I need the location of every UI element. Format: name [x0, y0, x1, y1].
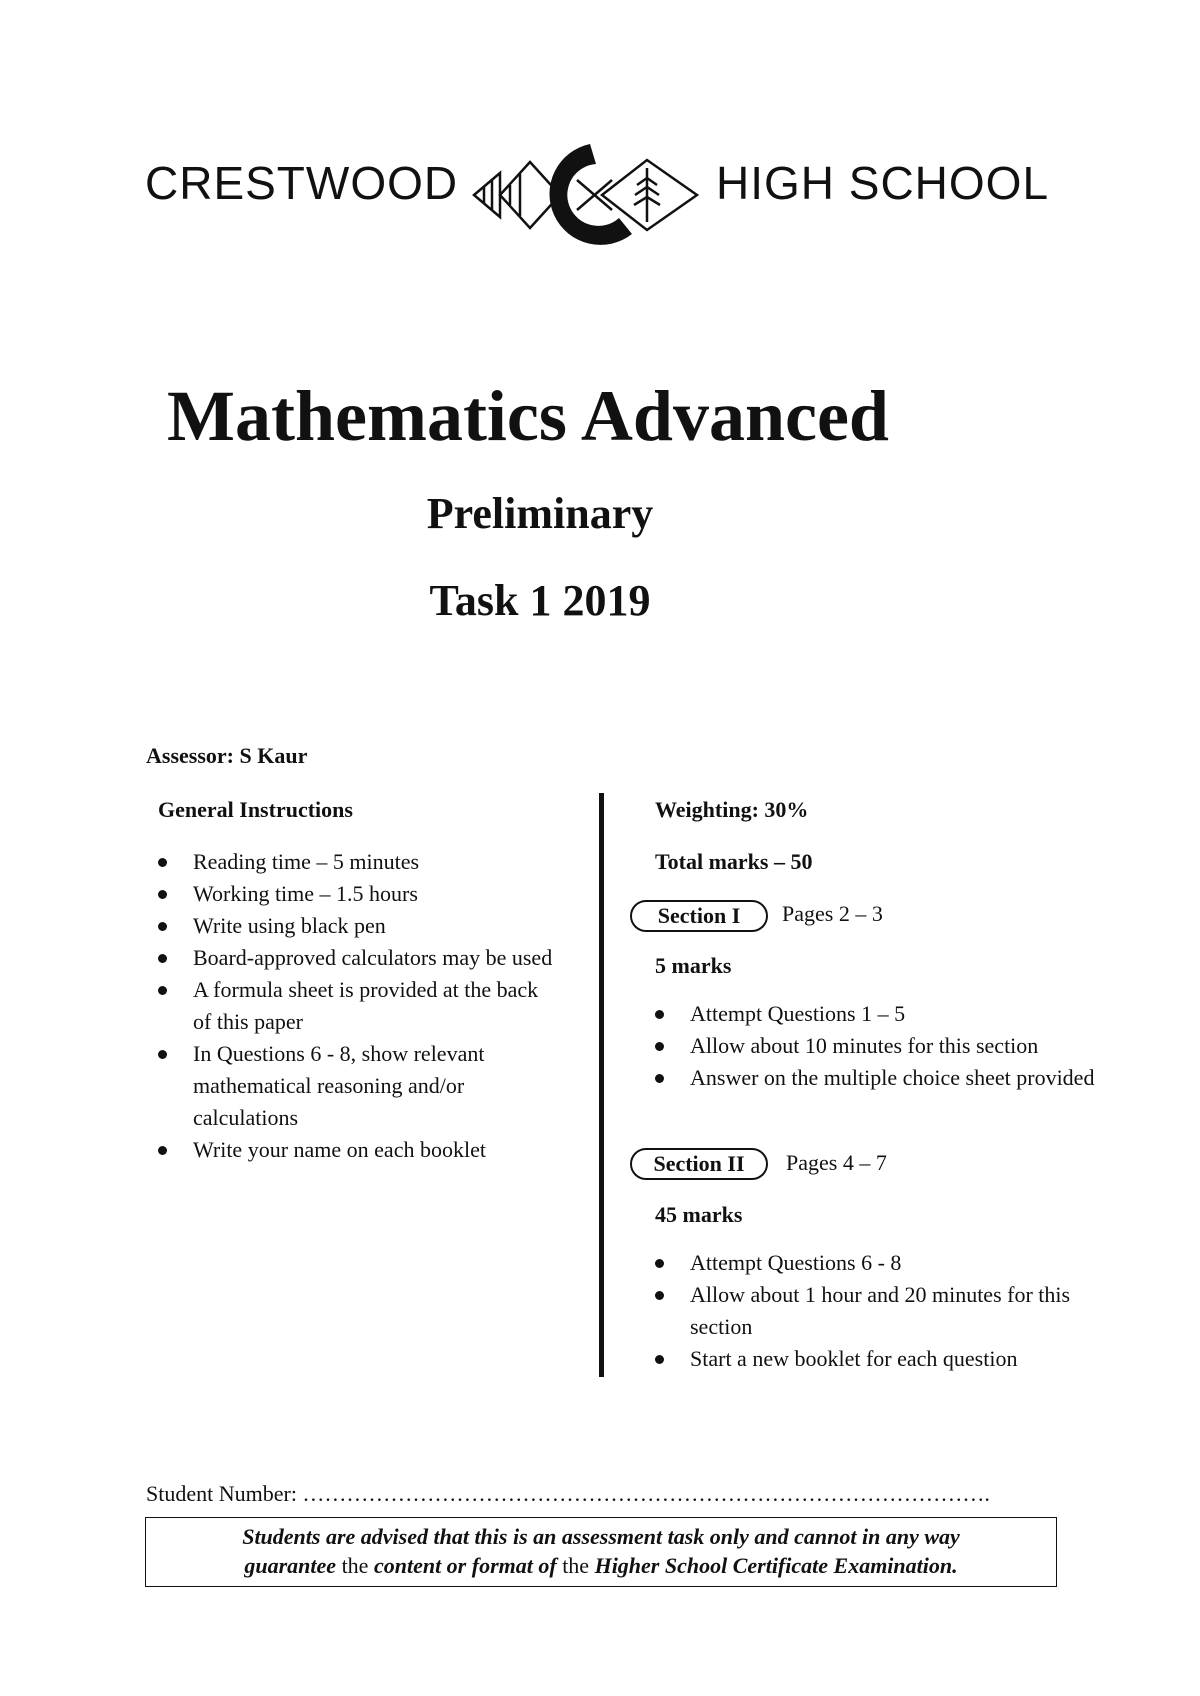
- list-item: Attempt Questions 1 – 5: [655, 998, 1175, 1030]
- column-divider: [599, 793, 604, 1377]
- page-subtitle: Preliminary: [426, 489, 654, 538]
- list-item: Reading time – 5 minutes: [158, 846, 553, 878]
- student-number-field[interactable]: Student Number: ………………………………………………………………………………….: [146, 1481, 990, 1506]
- general-instructions-heading: General Instructions: [158, 797, 353, 822]
- section-2-label: Section II: [630, 1148, 768, 1180]
- general-instructions-list: [158, 846, 553, 1166]
- section-1-marks: 5 marks: [655, 953, 732, 978]
- school-name-right: HIGH SCHOOL: [716, 157, 1050, 209]
- notice-text-4: content or format of: [373, 1553, 557, 1578]
- list-item: Working time – 1.5 hours: [158, 878, 553, 910]
- logo-left-triangle: [474, 173, 500, 217]
- page-title: Mathematics Advanced: [167, 376, 889, 456]
- list-item: Write using black pen: [158, 910, 553, 942]
- list-item: In Questions 6 - 8, show relevant mathematical reasoning and/or calculations: [158, 1038, 553, 1134]
- notice-text-5: the: [556, 1553, 595, 1578]
- section-1-pages: Pages 2 – 3: [782, 901, 883, 926]
- list-item: Allow about 1 hour and 20 minutes for this section: [655, 1279, 1085, 1343]
- notice-text-1: Students are advised that this is an assessment task only and cannot in any way: [242, 1524, 960, 1549]
- list-item: Answer on the multiple choice sheet provided: [655, 1062, 1175, 1094]
- assessment-notice: [145, 1517, 1057, 1587]
- list-item: Board-approved calculators may be used: [158, 942, 553, 974]
- list-item: A formula sheet is provided at the back of this paper: [158, 974, 553, 1038]
- list-item: Write your name on each booklet: [158, 1134, 553, 1166]
- notice-text-2: guarantee: [244, 1553, 337, 1578]
- logo-c-mark: [549, 144, 632, 245]
- crestwood-crest-icon: [472, 140, 702, 250]
- list-item: Start a new booklet for each question: [655, 1343, 1085, 1375]
- section-1-list: [655, 998, 1175, 1094]
- notice-text-3: the: [336, 1553, 374, 1578]
- task-title: Task 1 2019: [429, 576, 651, 625]
- section-2-list: [655, 1247, 1085, 1375]
- section-2-marks: 45 marks: [655, 1202, 743, 1227]
- list-item: Attempt Questions 6 - 8: [655, 1247, 1085, 1279]
- assessor: Assessor: S Kaur: [146, 743, 308, 768]
- total-marks: Total marks – 50: [655, 849, 813, 874]
- school-name-left: CRESTWOOD: [145, 157, 459, 209]
- list-item: Allow about 10 minutes for this section: [655, 1030, 1175, 1062]
- weighting: Weighting: 30%: [655, 797, 809, 822]
- section-1-label: Section I: [630, 900, 768, 932]
- section-2-pages: Pages 4 – 7: [786, 1150, 887, 1175]
- notice-text-6: Higher School Certificate Examination.: [594, 1553, 958, 1578]
